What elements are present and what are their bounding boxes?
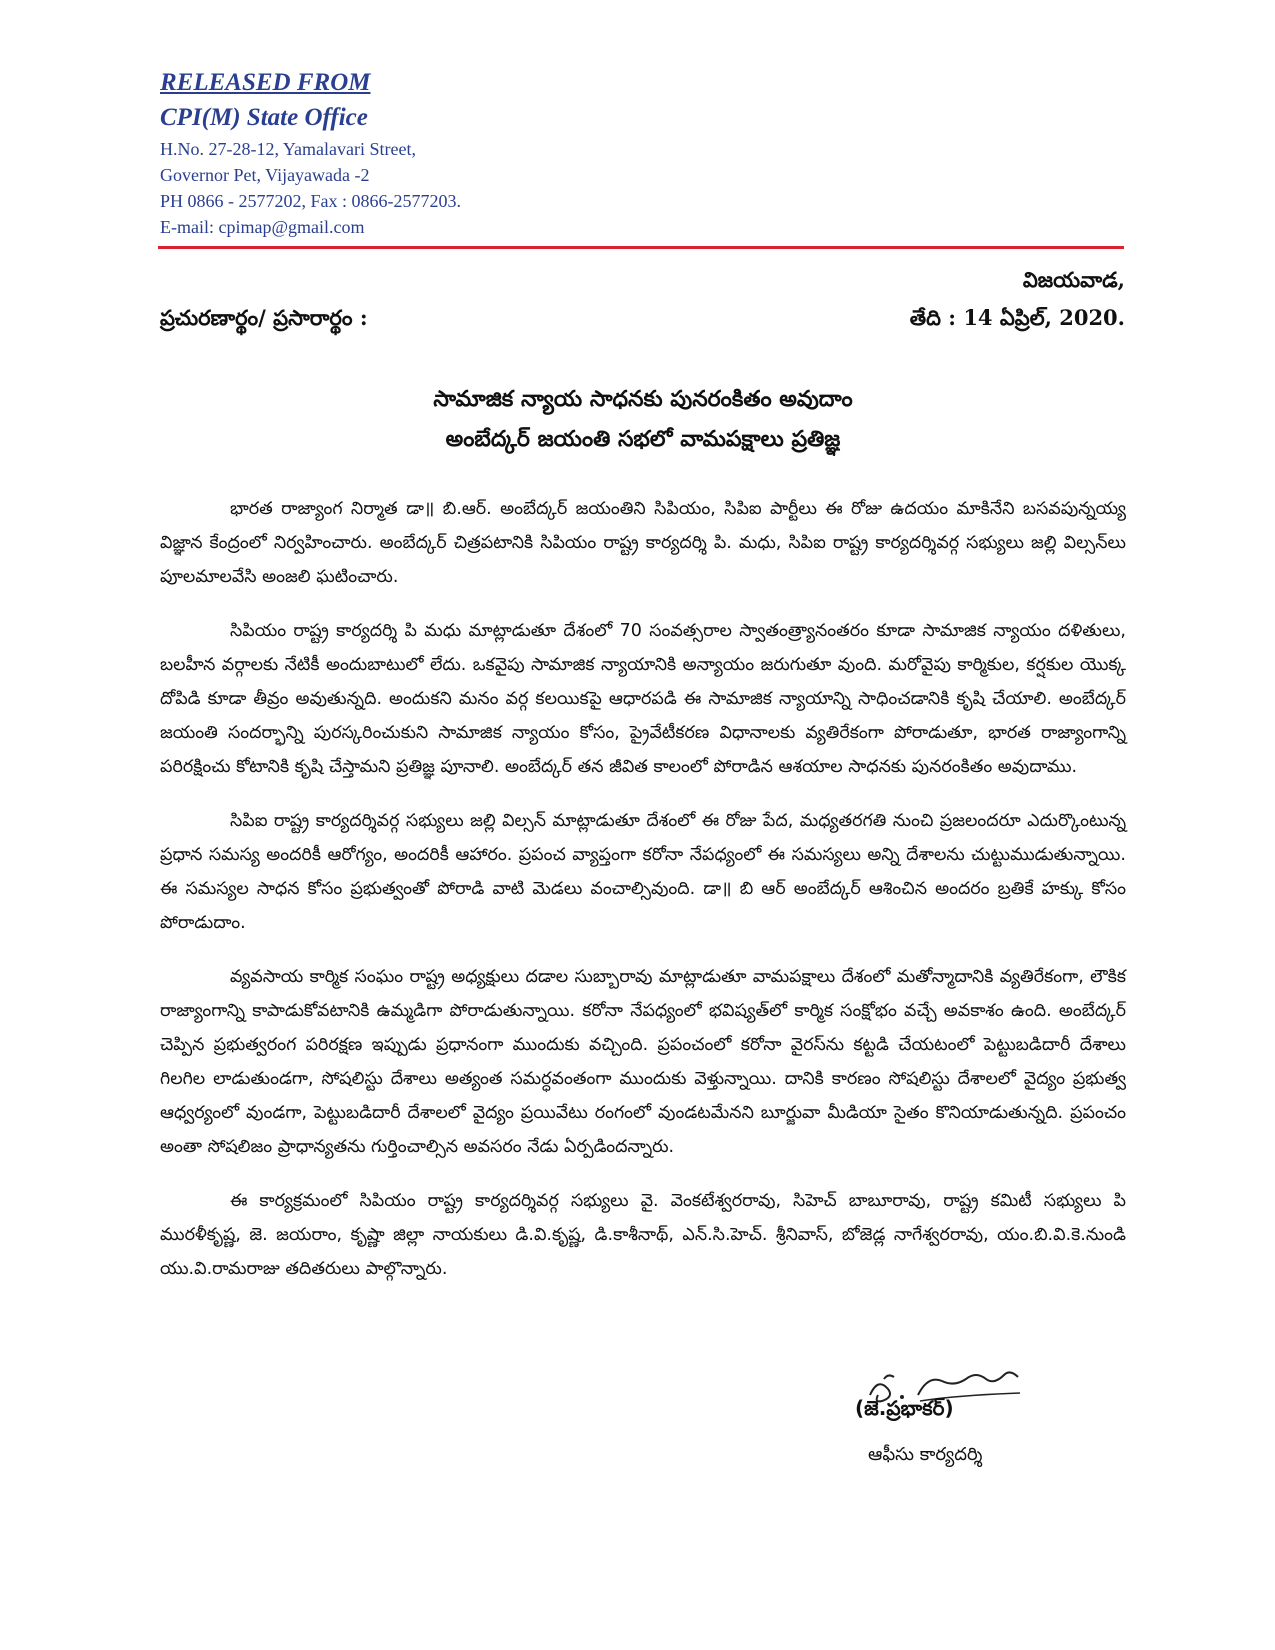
date-label: తేది : 14 ఏప్రిల్, 2020. [909, 305, 1125, 330]
phone-fax-line: PH 0866 - 2577202, Fax : 0866-2577203. [160, 191, 461, 211]
address-line: H.No. 27-28-12, Yamalavari Street, [160, 139, 416, 159]
header-divider [158, 246, 1124, 249]
headline-line-1: సామాజిక న్యాయ సాధనకు పునరంకితం అవుదాం [433, 387, 853, 412]
signer-designation: ఆఫీసు కార్యదర్శి [868, 1444, 983, 1465]
released-from-label: RELEASED FROM [160, 69, 371, 96]
release-label: ప్రచురణార్థం/ ప్రసారార్థం : [160, 305, 368, 330]
signer-name: (జె.ప్రభాకర్) [855, 1396, 954, 1420]
paragraph: ఈ కార్యక్రమంలో సిపియం రాష్ట్ర కార్యదర్శివర్గ సభ్యులు వై. వెంకటేశ్వరరావు, సిహెచ్ బాబూరావు, రాష్ట్ర కమిటీ సభ్యులు పి మురళీకృష్ణ, జె. జయరాం, కృష్ణా జిల్లా నాయకులు డి.వి.కృష్ణ, డి.కాశీనాథ్, ఎన్.సి.హెచ్. శ్రీనివాస్, బోజెడ్ల నాగేశ్వరరావు, యం.బి.వి.కె.నుండి యు.వి.రామరాజు తదితరులు పాల్గొన్నారు. [160, 1191, 1126, 1279]
body-text [160, 492, 1126, 1306]
place-label: విజయవాడ, [1022, 267, 1125, 292]
paragraph: భారత రాజ్యాంగ నిర్మాత డా॥ బి.ఆర్. అంబేద్కర్ జయంతిని సిపియం, సిపిఐ పార్టీలు ఈ రోజు ఉదయం మాకినేని బసవపున్నయ్య విజ్ఞాన కేంద్రంలో నిర్వహించారు. అంబేద్కర్ చిత్రపటానికి సిపియం రాష్ట్ర కార్యదర్శి పి. మధు, సిపిఐ రాష్ట్ర కార్యదర్శివర్గ సభ్యులు జల్లి విల్సన్‌లు పూలమాలవేసి అంజలి ఘటించారు. [160, 499, 1126, 587]
office-name: CPI(M) State Office [160, 104, 368, 131]
letterhead [160, 66, 1120, 240]
paragraph: సిపిఐ రాష్ట్ర కార్యదర్శివర్గ సభ్యులు జల్లి విల్సన్ మాట్లాడుతూ దేశంలో ఈ రోజు పేద, మధ్యతరగతి నుంచి ప్రజలందరూ ఎదుర్కొంటున్న ప్రధాన సమస్య అందరికీ ఆరోగ్యం, అందరికీ ఆహారం. ప్రపంచ వ్యాప్తంగా కరోనా నేపధ్యంలో ఈ సమస్యలు అన్ని దేశాలను చుట్టుముడుతున్నాయి. ఈ సమస్యల సాధన కోసం ప్రభుత్వంతో పోరాడి వాటి మెడలు వంచాల్సివుంది. డా॥ బి ఆర్ అంబేద్కర్ ఆశించిన అందరం బ్రతికే హక్కు కోసం పోరాడుదాం. [160, 811, 1126, 933]
paragraph: వ్యవసాయ కార్మిక సంఘం రాష్ట్ర అధ్యక్షులు దడాల సుబ్బారావు మాట్లాడుతూ వామపక్షాలు దేశంలో మతోన్మాదానికి వ్యతిరేకంగా, లౌకిక రాజ్యాంగాన్ని కాపాడుకోవటానికి ఉమ్మడిగా పోరాడుతున్నాయి. కరోనా నేపధ్యంలో భవిష్యత్‌లో కార్మిక సంక్షోభం వచ్చే అవకాశం ఉంది. అంబేద్కర్ చెప్పిన ప్రభుత్వరంగ పరిరక్షణ ఇప్పుడు ప్రధానంగా ముందుకు వచ్చింది. ప్రపంచంలో కరోనా వైరస్‌ను కట్టడి చేయటంలో పెట్టుబడిదారీ దేశాలు గిలగిల లాడుతుండగా, సోషలిస్టు దేశాలు అత్యంత సమర్ధవంతంగా ముందుకు వెళ్తున్నాయి. దానికి కారణం సోషలిస్టు దేశాలలో వైద్యం ప్రభుత్వ ఆధ్వర్యంలో వుండగా, పెట్టుబడిదారీ దేశాలలో వైద్యం ప్రయివేటు రంగంలో వుండటమేనని బూర్జువా మీడియా సైతం కొనియాడుతున్నది. ప్రపంచం అంతా సోషలిజం ప్రాధాన్యతను గుర్తించాల్సిన అవసరం నేడు ఏర్పడిందన్నారు. [160, 967, 1126, 1157]
address-line: Governor Pet, Vijayawada -2 [160, 165, 370, 185]
paragraph: సిపియం రాష్ట్ర కార్యదర్శి పి మధు మాట్లాడుతూ దేశంలో 70 సంవత్సరాల స్వాతంత్ర్యానంతరం కూడా సామాజిక న్యాయం దళితులు, బలహీన వర్గాలకు నేటికీ అందుబాటులో లేదు. ఒకవైపు సామాజిక న్యాయానికి అన్యాయం జరుగుతూ వుంది. మరోవైపు కార్మికుల, కర్షకుల యొక్క దోపిడి కూడా తీవ్రం అవుతున్నది. అందుకని మనం వర్గ కలయికపై ఆధారపడి ఈ సామాజిక న్యాయాన్ని సాధించడానికి కృషి చేయాలి. అంబేద్కర్ జయంతి సందర్భాన్ని పురస్కరించుకుని సామాజిక న్యాయం కోసం, ప్రైవేటీకరణ విధానాలకు వ్యతిరేకంగా పోరాడుతూ, భారత రాజ్యాంగాన్ని పరిరక్షించు కోటానికి కృషి చేస్తామని ప్రతిజ్ఞ పూనాలి. అంబేద్కర్ తన జీవిత కాలంలో పోరాడిన ఆశయాల సాధనకు పునరంకితం అవుదాము. [160, 621, 1126, 777]
headline [160, 380, 1126, 460]
email-line: E-mail: cpimap@gmail.com [160, 217, 365, 237]
headline-line-2: అంబేద్కర్ జయంతి సభలో వామపక్షాలు ప్రతిజ్ఞ [445, 427, 841, 452]
